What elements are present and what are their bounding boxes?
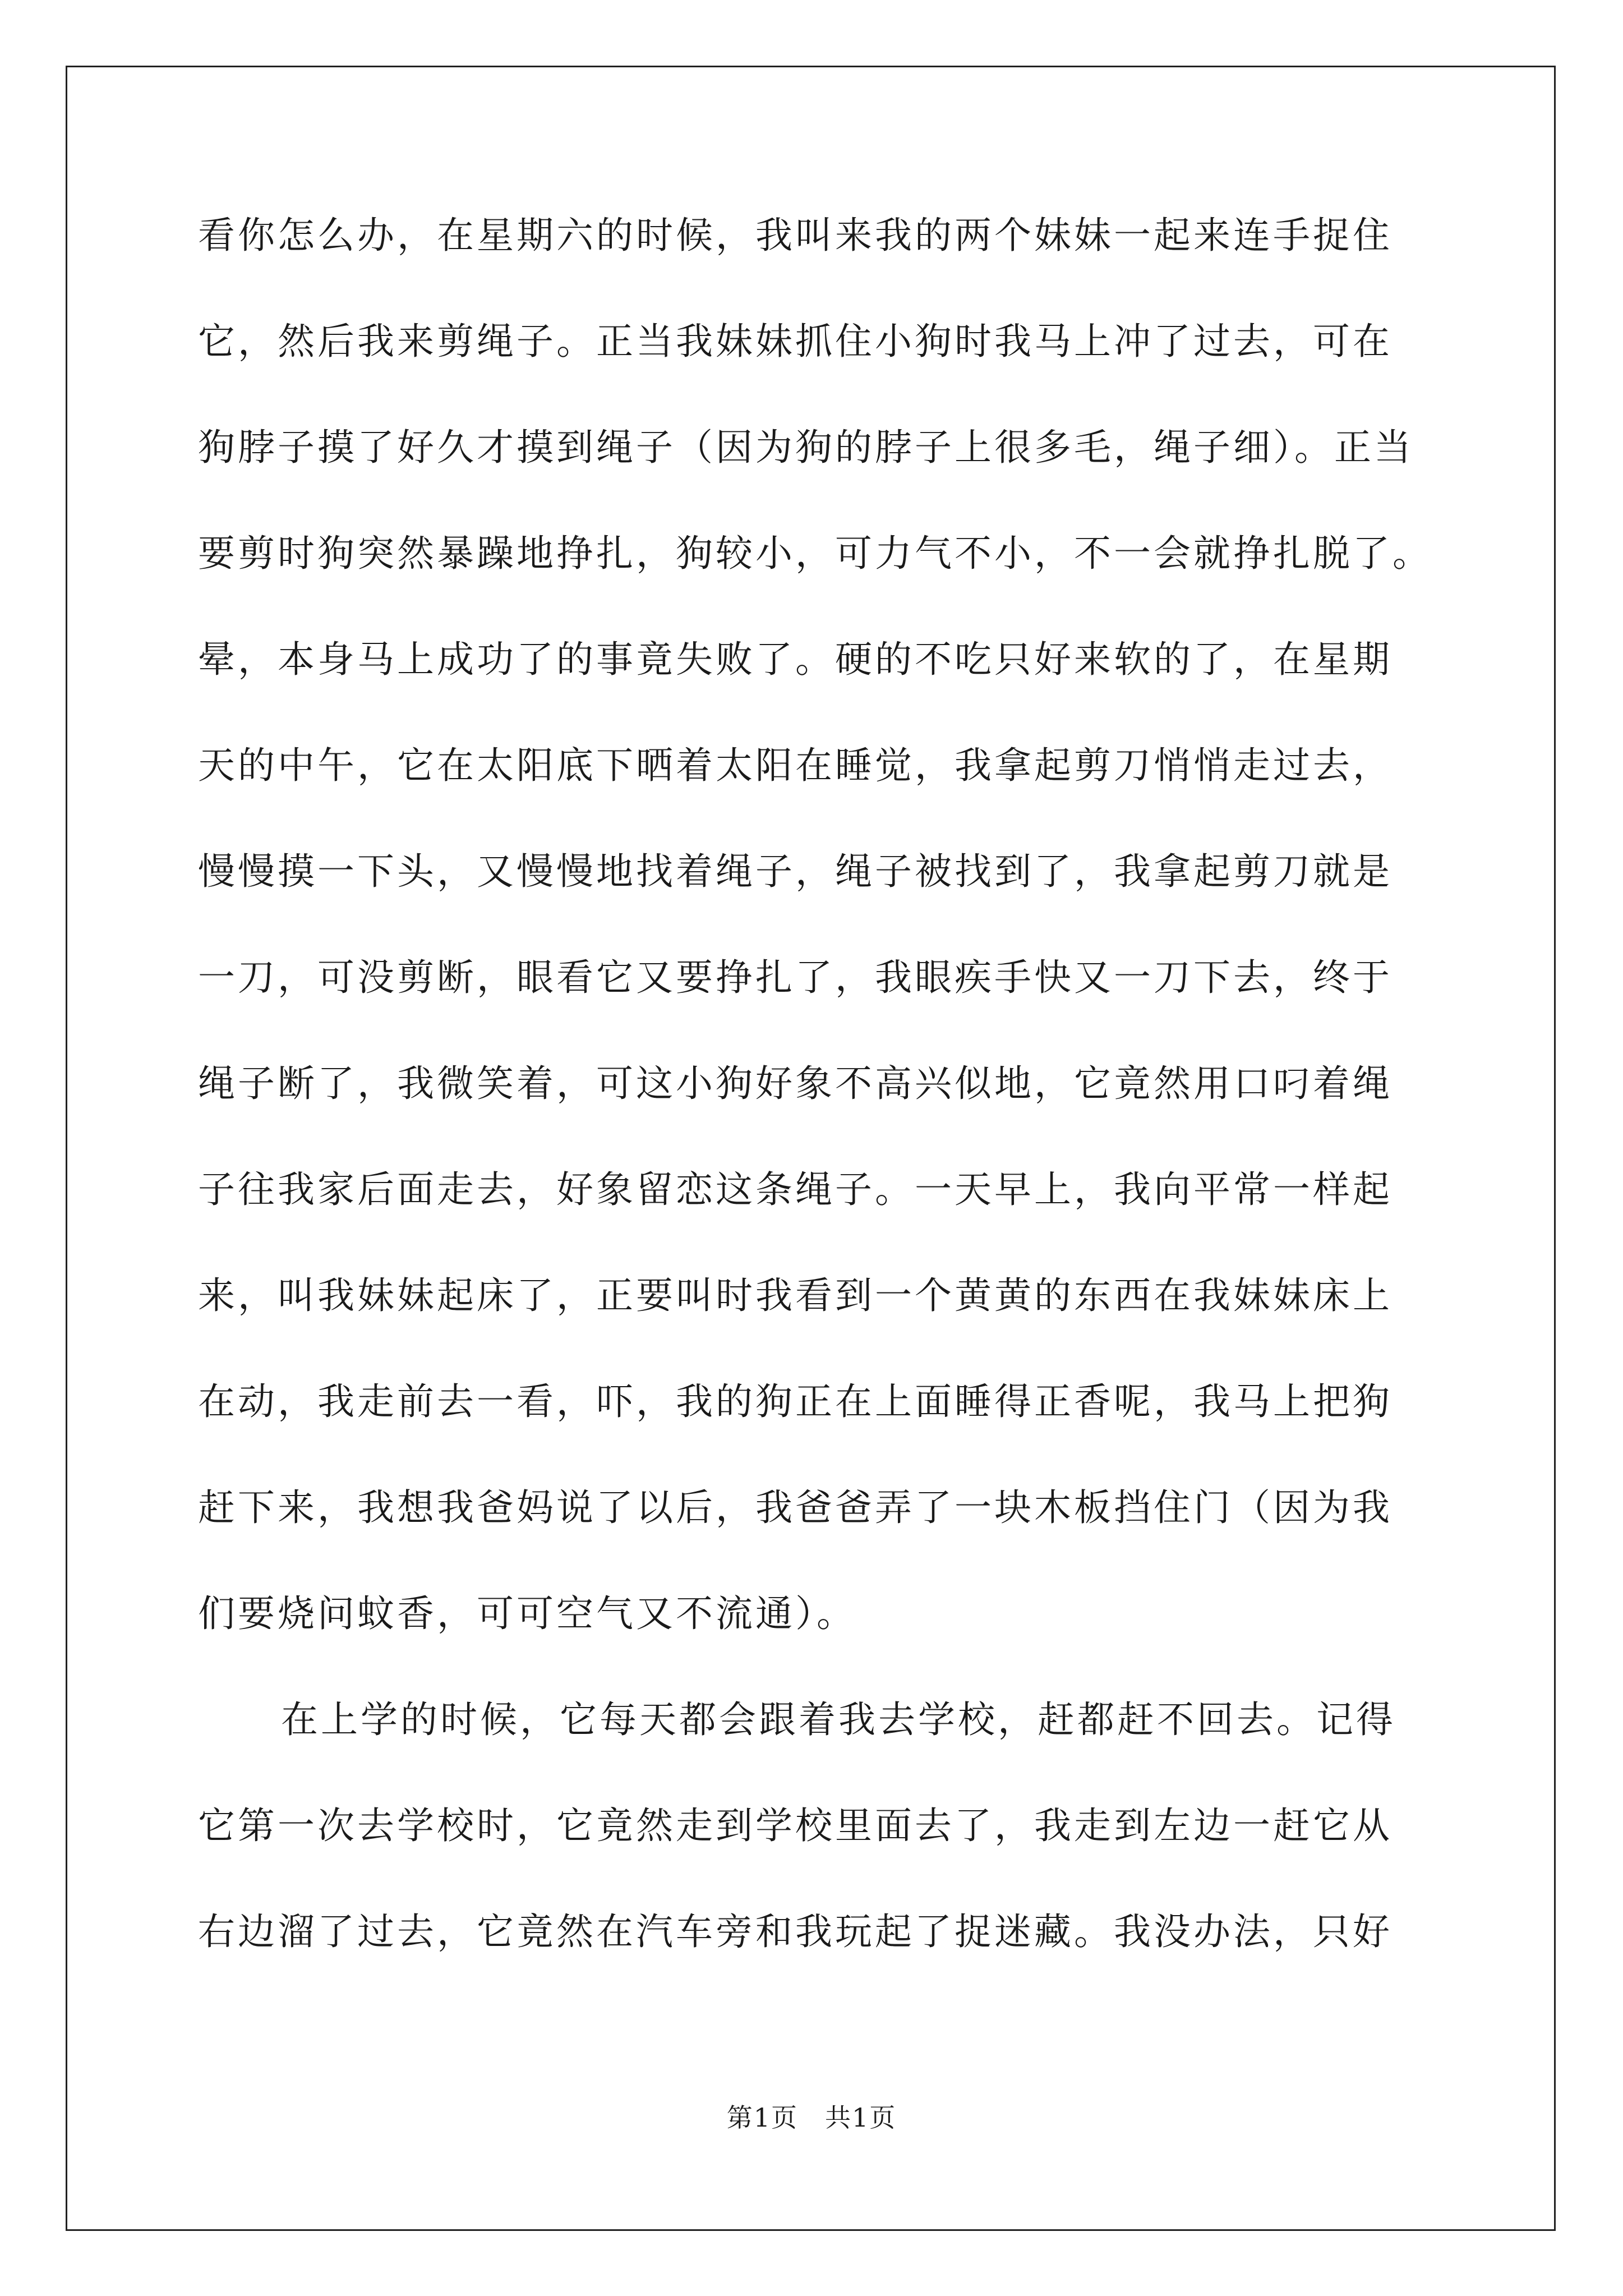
text-line: 子往我家后面走去，好象留恋这条绳子。一天早上，我向平常一样起 — [198, 1168, 1393, 1211]
text-line: 慢慢摸一下头，又慢慢地找着绳子，绳子被找到了，我拿起剪刀就是 — [198, 850, 1393, 893]
text-line: 它，然后我来剪绳子。正当我妹妹抓住小狗时我马上冲了过去，可在 — [198, 320, 1393, 363]
text-line: 右边溜了过去，它竟然在汽车旁和我玩起了捉迷藏。我没办法，只好 — [198, 1910, 1393, 1953]
paragraph-first-line: 在上学的时候，它每天都会跟着我去学校，赶都赶不回去。记得 — [281, 1698, 1396, 1741]
page-number-footer: 第1页 共1页 — [726, 2102, 897, 2133]
text-line: 天的中午，它在太阳底下晒着太阳在睡觉，我拿起剪刀悄悄走过去， — [198, 744, 1393, 787]
text-line: 赶下来，我想我爸妈说了以后，我爸爸弄了一块木板挡住门（因为我 — [198, 1486, 1393, 1529]
text-line: 要剪时狗突然暴躁地挣扎，狗较小，可力气不小，不一会就挣扎脱了。 — [198, 532, 1432, 575]
document-body — [198, 202, 1488, 2004]
text-line: 们要烧问蚊香，可可空气又不流通）。 — [198, 1592, 856, 1635]
text-line: 在动，我走前去一看，吓，我的狗正在上面睡得正香呢，我马上把狗 — [198, 1380, 1393, 1423]
text-line: 看你怎么办，在星期六的时候，我叫来我的两个妹妹一起来连手捉住 — [198, 214, 1393, 257]
text-line: 一刀，可没剪断，眼看它又要挣扎了，我眼疾手快又一刀下去，终于 — [198, 956, 1393, 999]
text-line: 绳子断了，我微笑着，可这小狗好象不高兴似地，它竟然用口叼着绳 — [198, 1062, 1393, 1105]
text-line: 它第一次去学校时，它竟然走到学校里面去了，我走到左边一赶它从 — [198, 1804, 1393, 1847]
text-line: 狗脖子摸了好久才摸到绳子（因为狗的脖子上很多毛，绳子细）。正当 — [198, 426, 1414, 469]
text-line: 晕，本身马上成功了的事竟失败了。硬的不吃只好来软的了，在星期 — [198, 638, 1393, 681]
text-line: 来，叫我妹妹起床了，正要叫时我看到一个黄黄的东西在我妹妹床上 — [198, 1274, 1393, 1317]
